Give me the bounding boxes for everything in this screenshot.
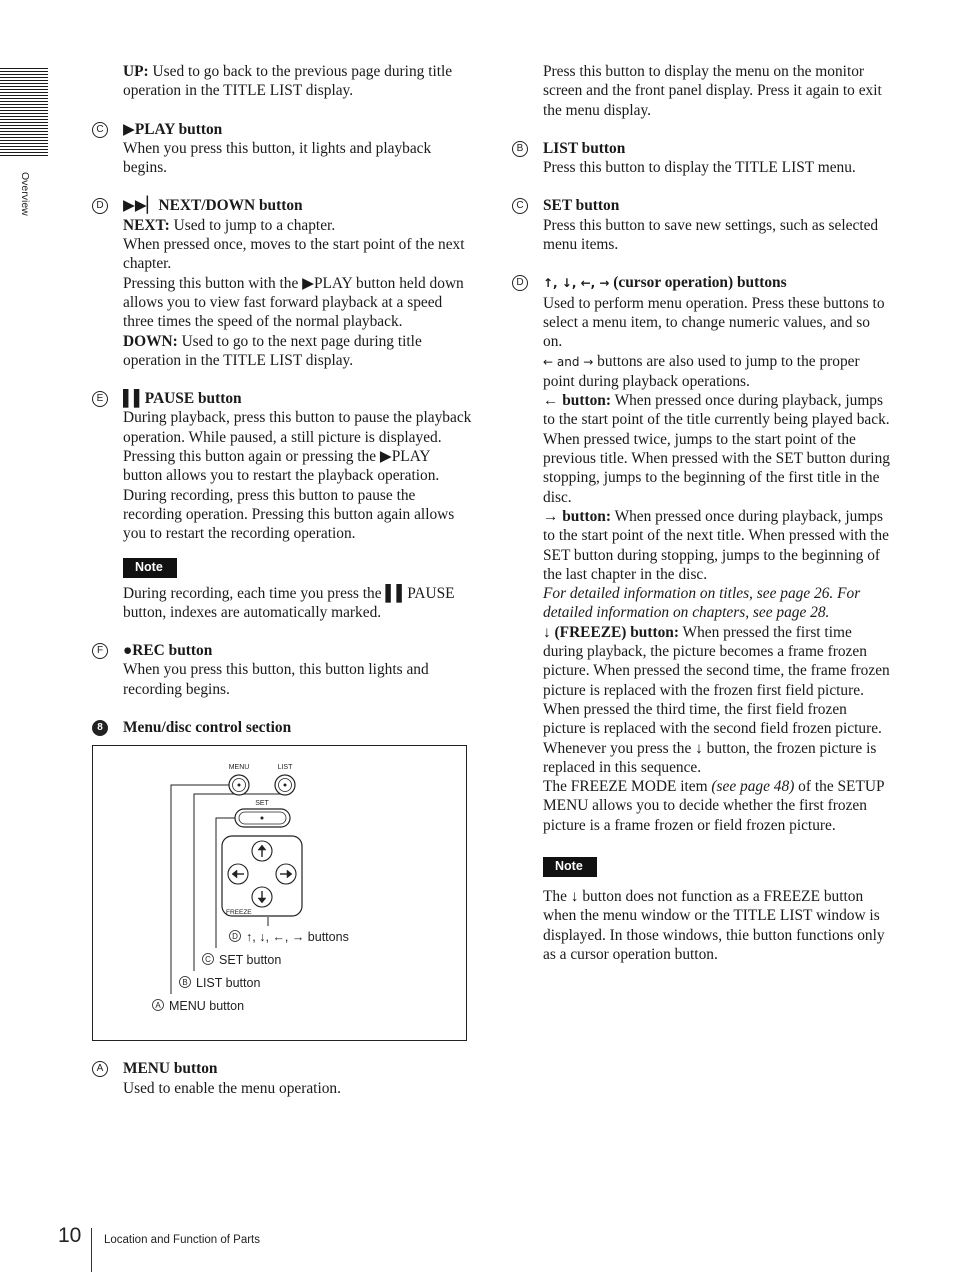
menu-button-text: Used to enable the menu operation. <box>123 1079 341 1097</box>
set-button-heading: SET button <box>543 197 620 215</box>
cursor-text-2-body: buttons are also used to jump to the proper point during playback operations. <box>543 352 860 390</box>
pause-heading: ▌▌PAUSE button <box>123 390 242 408</box>
freeze-mode-text <box>543 777 892 835</box>
note-label: Note <box>123 558 177 578</box>
next-line3: Pressing this button with the ▶PLAY button held down allows you to view fast forward playback at a speed three times the speed of the normal playback. <box>123 274 464 331</box>
badge-b: B <box>512 141 528 157</box>
edge-tab-label: Overview <box>19 172 31 216</box>
set-small-label: SET <box>255 800 269 808</box>
list-small-label: LIST <box>277 764 293 772</box>
up-description <box>92 62 472 101</box>
cursor-buttons-item <box>512 273 892 835</box>
page-number: 10 <box>58 1224 82 1247</box>
freeze-mode-ref: (see page 48) <box>711 778 795 796</box>
note-text: During recording, each time you press the ▌▌PAUSE button, indexes are automatically marked. <box>123 584 455 621</box>
badge-c-right: C <box>512 198 528 214</box>
menu-control-diagram <box>92 745 467 1041</box>
callout-b-badge: B <box>182 978 188 988</box>
badge-8: 8 <box>92 720 108 736</box>
badge-d-right: D <box>512 275 528 291</box>
callout-d-badge: D <box>232 932 238 942</box>
callout-a-text: MENU button <box>169 999 245 1014</box>
menu-section-heading: Menu/disc control section <box>123 719 292 737</box>
footer-section-title: Location and Function of Parts <box>104 1234 260 1246</box>
rec-button-item <box>92 641 472 699</box>
list-button-heading: LIST button <box>543 139 626 157</box>
pause-text-2: Pressing this button again or pressing the ▶PLAY button allows you to restart the playback operation. <box>123 448 440 485</box>
pause-text-1: During playback, press this button to pause the playback operation. While paused, a still picture is displayed. <box>123 409 472 446</box>
set-button-item <box>512 196 892 254</box>
rec-text: When you press this button, this button lights and recording begins. <box>123 661 429 698</box>
callout-d-text: ↑, ↓, ←, → buttons <box>246 930 349 945</box>
next-text: Used to jump to a chapter. <box>169 216 336 234</box>
play-button-text: When you press this button, it lights and playback begins. <box>123 139 432 177</box>
down-label: DOWN: <box>123 332 178 350</box>
menu-small-label: MENU <box>228 764 250 772</box>
freeze-mode-pre: The FREEZE MODE item <box>543 778 712 796</box>
menu-button-item <box>92 1059 472 1098</box>
next-down-heading: ▶▶▏NEXT/DOWN button <box>123 197 303 215</box>
next-line2: When pressed once, moves to the start point of the next chapter. <box>123 236 465 273</box>
down-description <box>123 332 472 371</box>
left-right-arrows-icon: ← and → <box>543 354 594 369</box>
right-button-text <box>543 507 892 584</box>
badge-a: A <box>92 1061 108 1077</box>
pause-text-3: During recording, press this button to pause the recording operation. Pressing this button again allows you to restart the recording operation. <box>123 486 455 543</box>
play-button-heading: ▶PLAY button <box>123 120 223 138</box>
set-button-text: Press this button to save new settings, such as selected menu items. <box>543 216 879 254</box>
right-column <box>512 62 892 964</box>
badge-d: D <box>92 198 108 214</box>
badge-e: E <box>92 391 108 407</box>
cursor-text-2 <box>543 352 892 392</box>
left-button-body: When pressed once during playback, jumps to the start point of the title currently being played back. When pressed twice, jumps to the start point of the previous title. When pressed with the SET button during stopping, jumps to the beginning of the first title in the disc. <box>543 392 890 506</box>
down-text: Used to go to the next page during title operation in the TITLE LIST display. <box>123 332 422 369</box>
next-down-button-item <box>92 196 472 370</box>
list-button-item <box>512 139 892 178</box>
freeze-button-body: When pressed the first time during playback, the picture becomes a frame frozen picture. When pressed the second time, the frame frozen picture is replaced with the frozen first field picture. When pressed the third time, the first field frozen picture is replaced with the second field frozen picture. Whenever you press the ↓ button, the frozen picture is replaced in this sequence. <box>543 623 890 776</box>
left-column <box>92 62 472 1098</box>
play-button-item <box>92 120 472 178</box>
freeze-small-label: FREEZE <box>226 909 252 917</box>
pause-button-item <box>92 389 472 543</box>
left-button-text <box>543 391 892 507</box>
cursor-buttons-heading <box>543 273 892 293</box>
menu-button-heading: MENU button <box>123 1060 218 1078</box>
freeze-button-text <box>543 623 892 777</box>
list-button-text: Press this button to display the TITLE LIST menu. <box>543 159 856 177</box>
up-label: UP: <box>123 63 149 80</box>
right-button-body: When pressed once during playback, jumps to the start point of the next title. When pressed with the SET button during stopping, jumps to the beginning of the last chapter in the disc. <box>543 507 889 583</box>
next-description <box>123 216 472 235</box>
left-button-label: ← button: <box>543 392 611 410</box>
edge-tab-marker <box>0 68 48 158</box>
page-reference: For detailed information on titles, see page 26. For detailed information on chapters, see page 28. <box>543 585 861 622</box>
diagram-svg <box>93 746 466 1040</box>
menu-intro: Press this button to display the menu on the monitor screen and the front panel display. Press it again to exit the menu display. <box>543 63 882 119</box>
note-label-right: Note <box>543 857 597 877</box>
note-block-right <box>512 856 892 964</box>
callout-a-badge: A <box>155 1001 161 1011</box>
up-text: Used to go back to the previous page during title operation in the TITLE LIST display. <box>123 63 453 100</box>
cursor-heading-text: (cursor operation) buttons <box>609 274 787 292</box>
callout-c-badge: C <box>205 955 211 965</box>
next-label: NEXT: <box>123 216 170 234</box>
freeze-button-label: ↓ (FREEZE) button: <box>543 623 679 641</box>
cursor-arrows-icon: ↑, ↓, ←, → <box>543 276 610 291</box>
badge-c: C <box>92 122 108 138</box>
callout-b-text: LIST button <box>196 976 261 991</box>
freeze-mode-post: of the SETUP MENU allows you to decide whether the first frozen picture is a frame frozen or field frozen picture. <box>543 778 884 834</box>
menu-section-item <box>92 718 472 737</box>
badge-f: F <box>92 643 108 659</box>
right-button-label: → button: <box>543 507 611 525</box>
note-text-right: The ↓ button does not function as a FREEZE button when the menu window or the TITLE LIST window is displayed. In those windows, thie button functions only as a cursor operation button. <box>543 887 885 963</box>
note-block <box>92 557 472 623</box>
footer-divider <box>91 1228 92 1272</box>
rec-heading: ●REC button <box>123 642 213 660</box>
callout-c-text: SET button <box>219 953 282 968</box>
cursor-text-1: Used to perform menu operation. Press these buttons to select a menu item, to change numeric values, and so on. <box>543 294 885 351</box>
